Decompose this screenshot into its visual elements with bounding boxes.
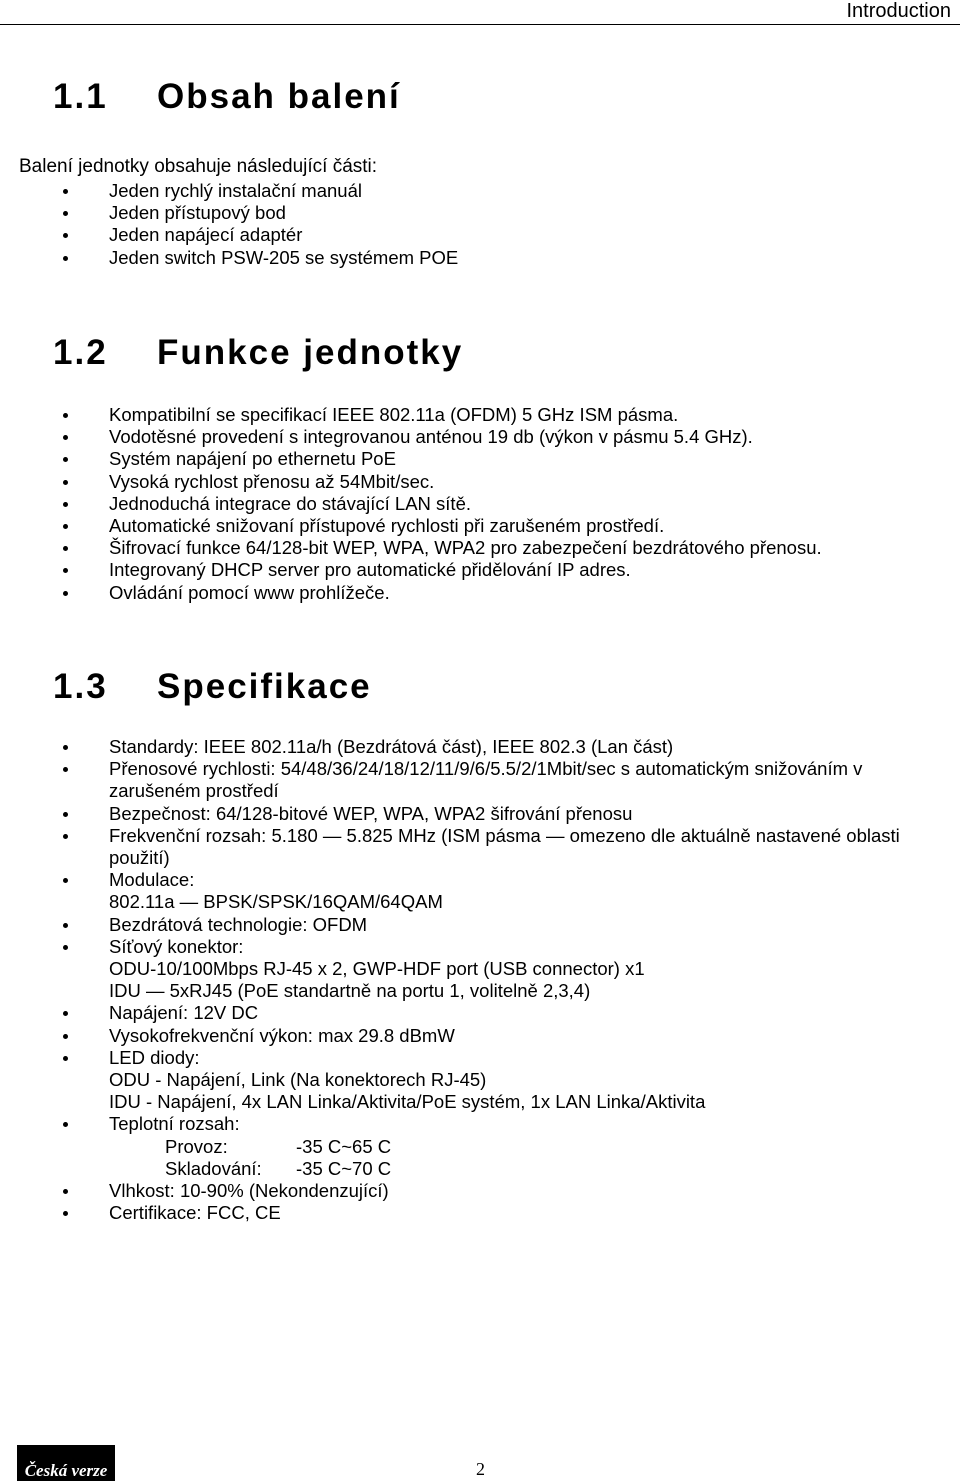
bullet-icon (63, 591, 68, 596)
specifications-list (0, 736, 900, 1224)
list-item: Vysokofrekvenční výkon: max 29.8 dBmW (0, 1025, 900, 1047)
list-item: Bezdrátová technologie: OFDM (0, 914, 900, 936)
header-divider (0, 24, 960, 25)
temp-row-operation: Provoz: -35 C~65 C (165, 1135, 392, 1157)
language-logo: Česká verze (17, 1445, 115, 1481)
list-item: Teplotní rozsah: Provoz: -35 C~65 C Skladování: -35 C~70 C (0, 1113, 900, 1180)
bullet-icon (63, 546, 68, 551)
list-item: Jeden napájecí adaptér (0, 224, 458, 246)
bullet-icon (63, 767, 68, 772)
bullet-icon (63, 878, 68, 883)
bullet-icon (63, 256, 68, 261)
bullet-icon (63, 480, 68, 485)
list-item: Jeden switch PSW-205 se systémem POE (0, 247, 458, 269)
list-item: Modulace: 802.11a — BPSK/SPSK/16QAM/64QAM (0, 869, 900, 913)
list-item: Certifikace: FCC, CE (0, 1202, 900, 1224)
section-heading-1-2 (53, 333, 463, 373)
list-item: Jeden rychlý instalační manuál (0, 180, 458, 202)
bullet-icon (63, 1034, 68, 1039)
list-item: Integrovaný DHCP server pro automatické přidělování IP adres. (0, 559, 822, 581)
list-item: Jeden přístupový bod (0, 202, 458, 224)
list-item: Vysoká rychlost přenosu až 54Mbit/sec. (0, 471, 822, 493)
list-item: Jednoduchá integrace do stávající LAN sítě. (0, 493, 822, 515)
bullet-icon (63, 1122, 68, 1127)
page-number: 2 (476, 1459, 485, 1479)
list-item: LED diody: ODU - Napájení, Link (Na konektorech RJ-45) IDU - Napájení, 4x LAN Linka/Aktivita/PoE systém, 1x LAN Linka/Aktivita (0, 1047, 900, 1114)
section-title: Specifikace (157, 667, 372, 706)
bullet-icon (63, 1211, 68, 1216)
list-item: Systém napájení po ethernetu PoE (0, 448, 822, 470)
bullet-icon (63, 945, 68, 950)
bullet-icon (63, 435, 68, 440)
section-number: 1.3 (53, 667, 108, 706)
bullet-icon (63, 568, 68, 573)
bullet-icon (63, 189, 68, 194)
bullet-icon (63, 812, 68, 817)
section-heading-1-3 (53, 667, 372, 707)
list-item: Kompatibilní se specifikací IEEE 802.11a (OFDM) 5 GHz ISM pásma. (0, 404, 822, 426)
list-item: Ovládání pomocí www prohlížeče. (0, 582, 822, 604)
list-item: Frekvenční rozsah: 5.180 — 5.825 MHz (ISM pásma — omezeno dle aktuálně nastavené oblasti použití) (0, 825, 900, 869)
list-item: Vlhkost: 10-90% (Nekondenzující) (0, 1180, 900, 1202)
bullet-icon (63, 1056, 68, 1061)
bullet-icon (63, 923, 68, 928)
bullet-icon (63, 457, 68, 462)
section-number: 1.2 (53, 333, 108, 372)
list-item: Šifrovací funkce 64/128-bit WEP, WPA, WPA2 pro zabezpečení bezdrátového přenosu. (0, 537, 822, 559)
list-item: Přenosové rychlosti: 54/48/36/24/18/12/11/9/6/5.5/2/1Mbit/sec s automatickým snižováním v zarušeném prostředí (0, 758, 900, 802)
list-item: Standardy: IEEE 802.11a/h (Bezdrátová část), IEEE 802.3 (Lan část) (0, 736, 900, 758)
bullet-icon (63, 1189, 68, 1194)
list-item: Bezpečnost: 64/128-bitové WEP, WPA, WPA2 šifrování přenosu (0, 803, 900, 825)
list-item: Vodotěsné provedení s integrovanou anténou 19 db (výkon v pásmu 5.4 GHz). (0, 426, 822, 448)
bullet-icon (63, 211, 68, 216)
features-list (0, 404, 822, 604)
list-item: Napájení: 12V DC (0, 1002, 900, 1024)
section-heading-1-1 (53, 77, 401, 117)
section-number: 1.1 (53, 77, 108, 116)
temp-row-storage: Skladování: -35 C~70 C (165, 1157, 392, 1179)
bullet-icon (63, 834, 68, 839)
section-title: Funkce jednotky (157, 333, 464, 372)
page-header-label: Introduction (846, 0, 951, 22)
list-item: Síťový konektor: ODU-10/100Mbps RJ-45 x 2, GWP-HDF port (USB connector) x1 IDU — 5xRJ45 (PoE standartně na portu 1, volitelně 2,3,4) (0, 936, 900, 1003)
list-item: Automatické snižovaní přístupové rychlosti při zarušeném prostředí. (0, 515, 822, 537)
bullet-icon (63, 502, 68, 507)
section-intro: Balení jednotky obsahuje následující části: (19, 156, 378, 177)
bullet-icon (63, 413, 68, 418)
bullet-icon (63, 233, 68, 238)
package-contents-list (0, 180, 458, 269)
bullet-icon (63, 524, 68, 529)
bullet-icon (63, 1011, 68, 1016)
bullet-icon (63, 745, 68, 750)
section-title: Obsah balení (157, 77, 401, 116)
